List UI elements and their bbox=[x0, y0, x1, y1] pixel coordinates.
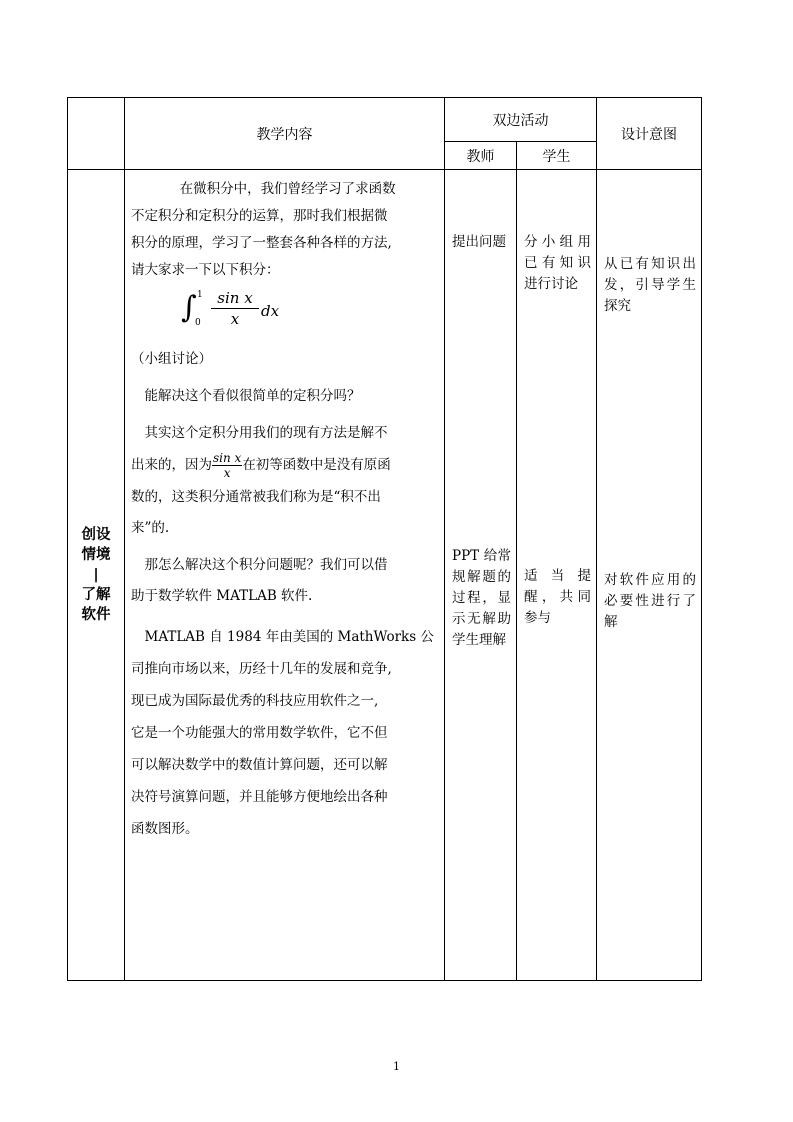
teacher-note: PPT 给常规解题的过程，显示无解助学生理解 bbox=[452, 548, 511, 648]
matlab-paragraph bbox=[131, 624, 438, 843]
stage-label-line: 了解 bbox=[81, 587, 111, 603]
intro-paragraph bbox=[131, 176, 438, 284]
student-cell bbox=[517, 170, 597, 981]
integral-sign: ∫ bbox=[181, 290, 197, 325]
matlab-line: 可以解决数学中的数值计算问题，还可以解 bbox=[131, 757, 388, 773]
intro-line: 积分的原理，学习了一整套各种各样的方法, bbox=[131, 235, 392, 251]
matlab-line: 函数图形。 bbox=[131, 821, 199, 837]
integral-upper-limit: 1 bbox=[197, 290, 203, 300]
integral-formula bbox=[131, 288, 438, 344]
stage-label-line: 软件 bbox=[81, 607, 111, 623]
explain-line: 其实这个定积分用我们的现有方法是解不 bbox=[144, 425, 388, 441]
stage-label-cell bbox=[68, 170, 125, 981]
matlab-line: 它是一个功能强大的常用数学软件，它不但 bbox=[131, 725, 388, 741]
inline-fraction-denominator: x bbox=[223, 466, 231, 480]
matlab-line: 决符号演算问题，并且能够方便地绘出各种 bbox=[131, 789, 388, 805]
teacher-note: 提出问题 bbox=[452, 234, 506, 250]
teacher-header: 教师 bbox=[445, 142, 517, 170]
matlab-line: 司推向市场以来，历经十几年的发展和竞争, bbox=[131, 661, 392, 677]
inline-fraction-numerator: sin x bbox=[213, 451, 242, 465]
intro-line: 不定积分和定积分的运算，那时我们根据微 bbox=[131, 208, 388, 224]
intro-line: 请大家求一下以下积分： bbox=[131, 262, 280, 278]
integrand-numerator: sin x bbox=[211, 288, 259, 309]
group-discussion-note: （小组讨论） bbox=[131, 351, 212, 367]
stage-label-line: | bbox=[93, 567, 99, 583]
question-text: 能解决这个看似很简单的定积分吗？ bbox=[144, 388, 361, 404]
intent-note: 从已有知识出发，引导学生探究 bbox=[604, 256, 696, 314]
integrand-fraction bbox=[211, 288, 259, 329]
intro-line: 在微积分中，我们曾经学习了求函数 bbox=[179, 181, 396, 197]
explain-text: 在初等函数中是没有原函 bbox=[242, 457, 391, 473]
intent-header: 设计意图 bbox=[597, 98, 702, 170]
explain-line: 数的，这类积分通常被我们称为是“积不出 bbox=[131, 489, 381, 505]
intent-cell bbox=[597, 170, 702, 981]
student-note: 适当提醒，共同参与 bbox=[524, 568, 591, 626]
explain-text: 出来的，因为 bbox=[131, 457, 212, 473]
explain-line-with-fraction bbox=[131, 451, 438, 480]
stage-label-line: 情境 bbox=[81, 547, 111, 563]
matlab-line: 现已成为国际最优秀的科技应用软件之一, bbox=[131, 693, 379, 709]
page-number: 1 bbox=[393, 1060, 400, 1073]
stage-label-line: 创设 bbox=[81, 527, 111, 543]
integral-lower-limit: 0 bbox=[195, 318, 201, 328]
inline-fraction bbox=[212, 451, 242, 480]
intent-note: 对软件应用的必要性进行了解 bbox=[604, 572, 696, 630]
lesson-plan-table bbox=[67, 97, 702, 981]
student-header: 学生 bbox=[517, 142, 597, 170]
matlab-line: MATLAB 自 1984 年由美国的 MathWorks 公 bbox=[144, 629, 434, 645]
integral-differential: dx bbox=[261, 302, 280, 320]
content-header: 教学内容 bbox=[125, 98, 445, 170]
software-line: 助于数学软件 MATLAB 软件. bbox=[131, 588, 313, 604]
software-line: 那怎么解决这个积分问题呢？我们可以借 bbox=[144, 557, 388, 573]
stage-header-cell bbox=[68, 98, 125, 170]
content-cell bbox=[125, 170, 445, 981]
student-note: 分小组用已有知识进行讨论 bbox=[524, 234, 591, 292]
teacher-cell bbox=[445, 170, 517, 981]
integrand-denominator: x bbox=[230, 310, 240, 328]
explain-line: 来”的. bbox=[131, 520, 170, 536]
activity-header: 双边活动 bbox=[445, 98, 597, 142]
